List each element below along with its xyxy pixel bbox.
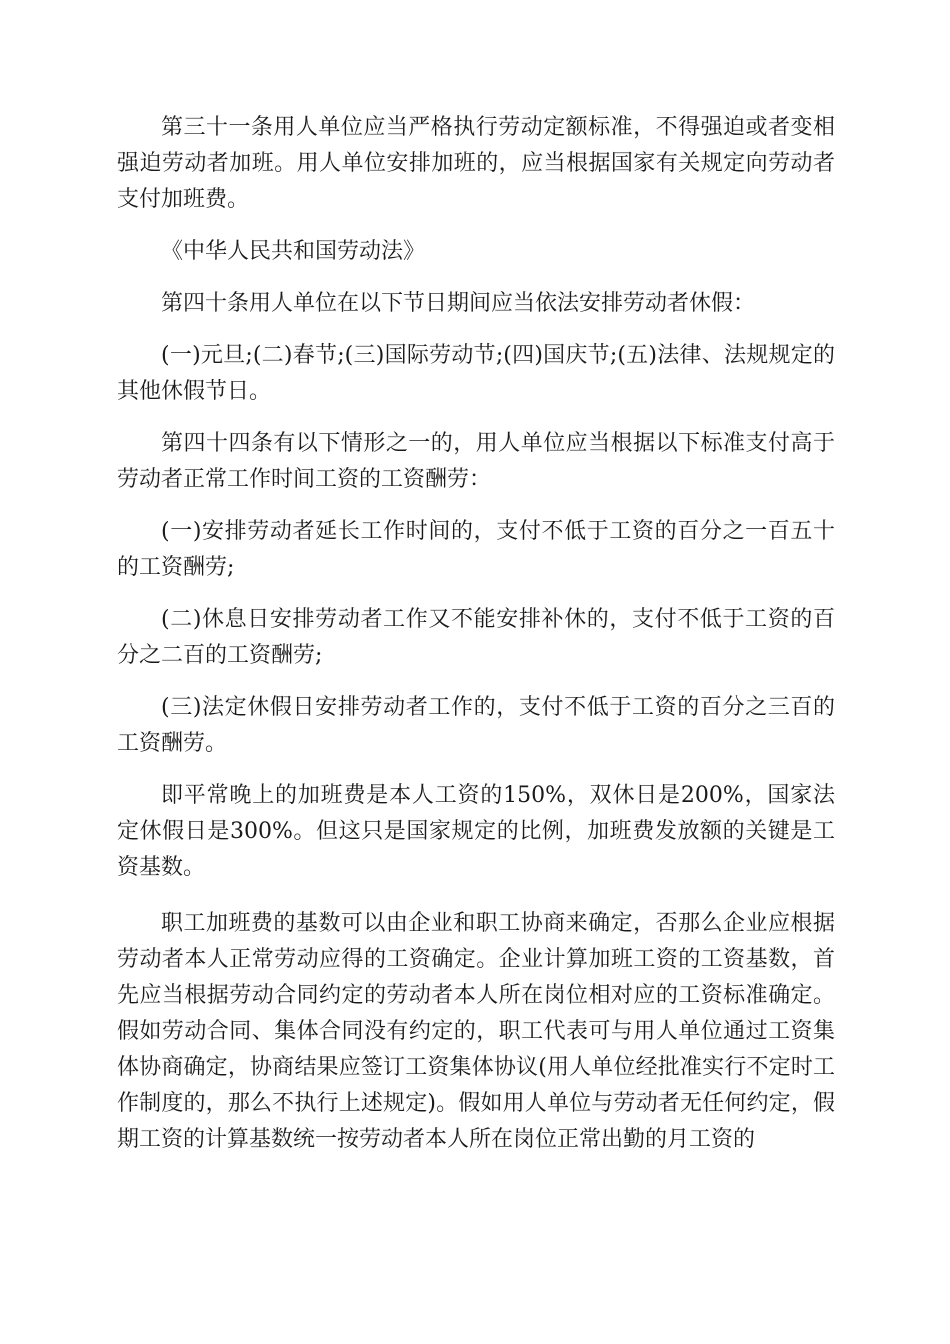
overtime-base-paragraph: 职工加班费的基数可以由企业和职工协商来确定，否那么企业应根据劳动者本人正常劳动应得的工资确定。企业计算加班工资的工资基数，首先应当根据劳动合同约定的劳动者本人所在岗位相对应的工资标准确定。假如劳动合同、集体合同没有约定的，职工代表可与用人单位通过工资集体协商确定，协商结果应签订工资集体协议(用人单位经批准实行不定时工作制度的，那么不执行上述规定)。假如用人单位与劳动者无任何约定，假期工资的计算基数统一按劳动者本人所在岗位正常出勤的月工资的 [117, 911, 835, 1152]
overtime-rate-summary: 即平常晚上的加班费是本人工资的150%，双休日是200%，国家法定休假日是300%。但这只是国家规定的比例，加班费发放额的关键是工资基数。 [117, 783, 835, 880]
article-44-paragraph: 第四十四条有以下情形之一的，用人单位应当根据以下标准支付高于劳动者正常工作时间工资的工资酬劳： [117, 431, 835, 492]
document-body [117, 110, 835, 1174]
overtime-clause-1: (一)安排劳动者延长工作时间的，支付不低于工资的百分之一百五十的工资酬劳; [117, 519, 835, 580]
labor-law-title: 《中华人民共和国劳动法》 [161, 239, 426, 264]
overtime-clause-3: (三)法定休假日安排劳动者工作的，支付不低于工资的百分之三百的工资酬劳。 [117, 695, 835, 756]
overtime-clause-2: (二)休息日安排劳动者工作又不能安排补休的，支付不低于工资的百分之二百的工资酬劳; [117, 607, 835, 668]
holiday-list-paragraph: (一)元旦;(二)春节;(三)国际劳动节;(四)国庆节;(五)法律、法规规定的其他休假节日。 [117, 343, 835, 404]
article-31-paragraph: 第三十一条用人单位应当严格执行劳动定额标准，不得强迫或者变相强迫劳动者加班。用人单位安排加班的，应当根据国家有关规定向劳动者支付加班费。 [117, 115, 835, 212]
article-40-paragraph: 第四十条用人单位在以下节日期间应当依法安排劳动者休假： [161, 291, 756, 316]
